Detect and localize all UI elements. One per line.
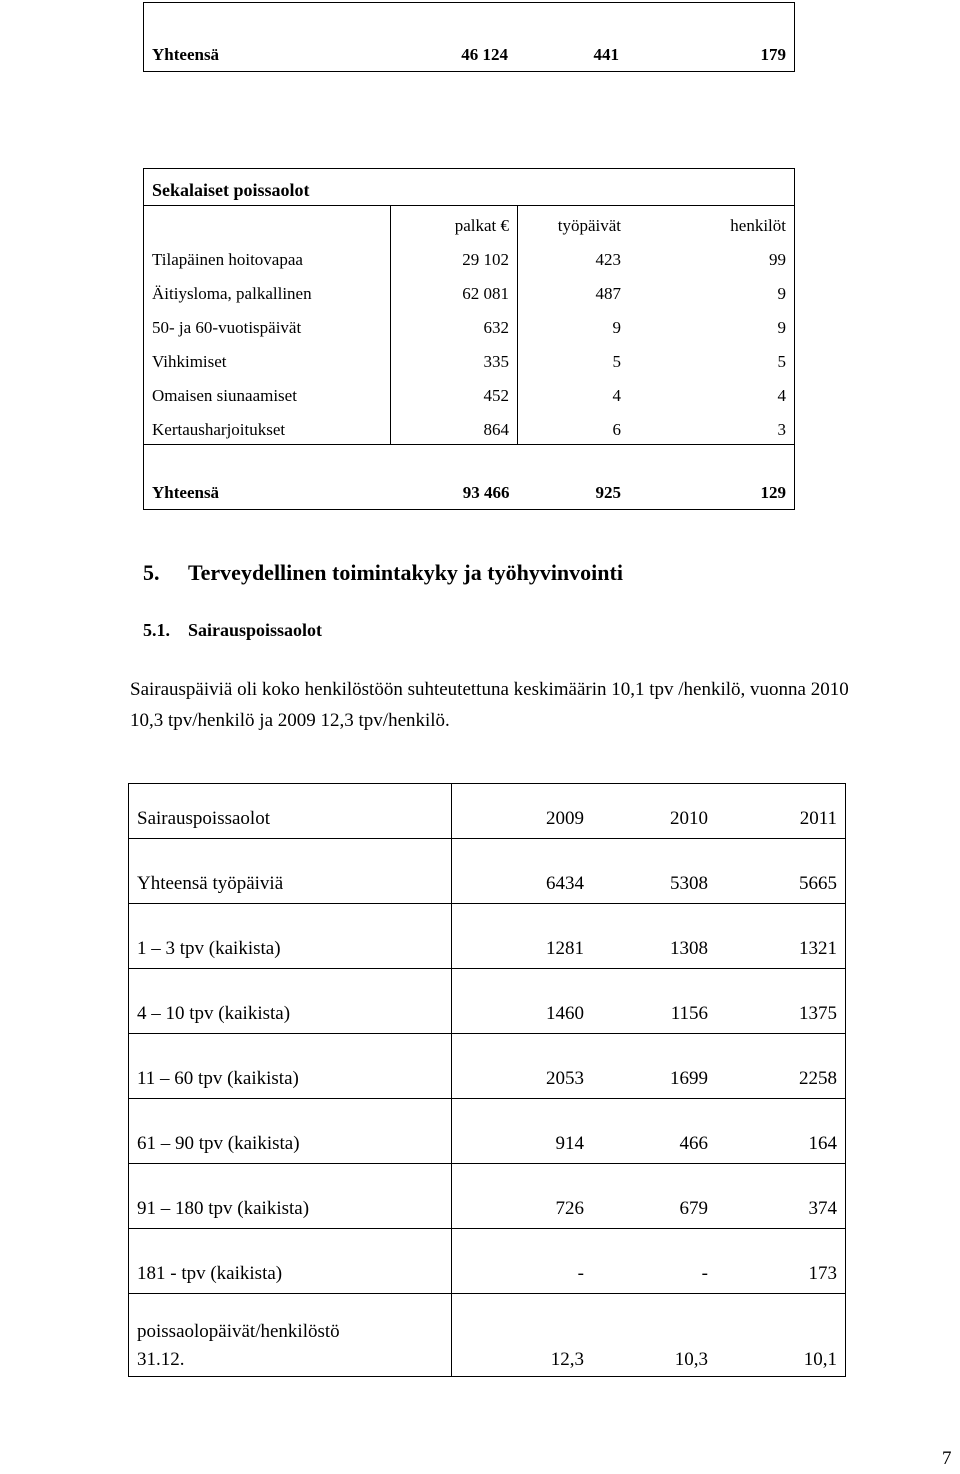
cell-palkat: 632: [391, 308, 518, 342]
cell-tyopaivat: 5: [518, 342, 630, 376]
table-row: [144, 342, 795, 376]
row-label: Äitiysloma, palkallinen: [144, 274, 391, 308]
cell-2009: 12,3: [452, 1294, 593, 1377]
row-label: 61 – 90 tpv (kaikista): [129, 1099, 452, 1164]
table-row: [144, 240, 795, 274]
row-label: Omaisen siunaamiset: [144, 376, 391, 410]
table-header-row: [129, 784, 846, 839]
subsection-title: Sairauspoissaolot: [188, 620, 323, 640]
row-label: Tilapäinen hoitovapaa: [144, 240, 391, 274]
table-row: [129, 1229, 846, 1294]
cell-palkat: 335: [391, 342, 518, 376]
cell-henkilot: 3: [629, 410, 795, 445]
summary-table-top: [143, 2, 795, 72]
header-tyopaivat: työpäivät: [518, 206, 630, 241]
header-2009: 2009: [452, 784, 593, 839]
row-label: Yhteensä työpäiviä: [129, 839, 452, 904]
cell-2010: 466: [592, 1099, 716, 1164]
table-row: [144, 308, 795, 342]
row-label: 1 – 3 tpv (kaikista): [129, 904, 452, 969]
cell-2009: 1460: [452, 969, 593, 1034]
cell-2010: 10,3: [592, 1294, 716, 1377]
sick-leave-table: [128, 783, 846, 1377]
page-number: 7: [942, 1448, 952, 1469]
total-label: Yhteensä: [144, 445, 391, 510]
misc-absences-table: [143, 168, 795, 510]
row-label-line2: 31.12.: [137, 1349, 185, 1370]
cell-tyopaivat: 6: [518, 410, 630, 445]
cell-henkilot: 4: [629, 376, 795, 410]
cell-2011: 164: [716, 1099, 846, 1164]
row-label: 91 – 180 tpv (kaikista): [129, 1164, 452, 1229]
subsection-number: 5.1.: [143, 620, 170, 640]
table-row: [144, 274, 795, 308]
section-heading: [143, 560, 623, 586]
table-row: [144, 3, 795, 72]
table-row: [129, 1034, 846, 1099]
cell-2011: 1375: [716, 969, 846, 1034]
cell-2009: 2053: [452, 1034, 593, 1099]
total-palkat: 93 466: [391, 445, 518, 510]
table-total-row: [144, 445, 795, 510]
cell-2009: 914: [452, 1099, 593, 1164]
total-tyopaivat: 925: [518, 445, 630, 510]
header-palkat: palkat €: [391, 206, 518, 241]
cell-2009: -: [452, 1229, 593, 1294]
table-title: Sekalaiset poissaolot: [144, 169, 795, 206]
cell-2011: 10,1: [716, 1294, 846, 1377]
row-label: 181 - tpv (kaikista): [129, 1229, 452, 1294]
cell-2010: -: [592, 1229, 716, 1294]
cell-henkilot: 179: [627, 3, 795, 72]
section-number: 5.: [143, 560, 160, 585]
cell-tyopaivat: 9: [518, 308, 630, 342]
row-label: 50- ja 60-vuotispäivät: [144, 308, 391, 342]
row-label: Kertausharjoitukset: [144, 410, 391, 445]
cell-2009: 1281: [452, 904, 593, 969]
cell-palkat: 62 081: [391, 274, 518, 308]
cell-2010: 1308: [592, 904, 716, 969]
cell-tyopaivat: 4: [518, 376, 630, 410]
cell-2011: 5665: [716, 839, 846, 904]
cell-palkat: 46 124: [390, 3, 516, 72]
cell-palkat: 452: [391, 376, 518, 410]
table-row: [129, 839, 846, 904]
cell-2010: 5308: [592, 839, 716, 904]
row-label: [129, 1294, 452, 1377]
row-label: 11 – 60 tpv (kaikista): [129, 1034, 452, 1099]
header-2011: 2011: [716, 784, 846, 839]
header-empty: [144, 206, 391, 241]
header-label: Sairauspoissaolot: [129, 784, 452, 839]
table-row: [129, 904, 846, 969]
cell-2011: 173: [716, 1229, 846, 1294]
row-label: Yhteensä: [144, 3, 391, 72]
cell-2010: 679: [592, 1164, 716, 1229]
cell-henkilot: 9: [629, 274, 795, 308]
table-row: [129, 1294, 846, 1377]
cell-henkilot: 5: [629, 342, 795, 376]
cell-2011: 2258: [716, 1034, 846, 1099]
total-henkilot: 129: [629, 445, 795, 510]
table-header-row: [144, 206, 795, 241]
body-paragraph: Sairauspäiviä oli koko henkilöstöön suhteutettuna keskimäärin 10,1 tpv /henkilö, vuonna 2010 10,3 tpv/henkilö ja 2009 12,3 tpv/henkilö.: [130, 679, 849, 731]
row-label: 4 – 10 tpv (kaikista): [129, 969, 452, 1034]
cell-palkat: 864: [391, 410, 518, 445]
subsection-heading: [143, 620, 322, 641]
table-row: [129, 1164, 846, 1229]
table-title-row: [144, 169, 795, 206]
header-henkilot: henkilöt: [629, 206, 795, 241]
cell-tyopaivat: 423: [518, 240, 630, 274]
cell-2010: 1699: [592, 1034, 716, 1099]
section-title: Terveydellinen toimintakyky ja työhyvinvointi: [188, 560, 623, 585]
header-2010: 2010: [592, 784, 716, 839]
table-row: [129, 969, 846, 1034]
cell-2009: 6434: [452, 839, 593, 904]
cell-tyopaivat: 487: [518, 274, 630, 308]
cell-tyopaivat: 441: [516, 3, 627, 72]
cell-2010: 1156: [592, 969, 716, 1034]
cell-2011: 374: [716, 1164, 846, 1229]
cell-henkilot: 99: [629, 240, 795, 274]
cell-2011: 1321: [716, 904, 846, 969]
cell-palkat: 29 102: [391, 240, 518, 274]
row-label: Vihkimiset: [144, 342, 391, 376]
cell-2009: 726: [452, 1164, 593, 1229]
table-row: [144, 410, 795, 445]
row-label-line1: poissaolopäivät/henkilöstö: [137, 1321, 340, 1342]
cell-henkilot: 9: [629, 308, 795, 342]
table-row: [129, 1099, 846, 1164]
table-row: [144, 376, 795, 410]
